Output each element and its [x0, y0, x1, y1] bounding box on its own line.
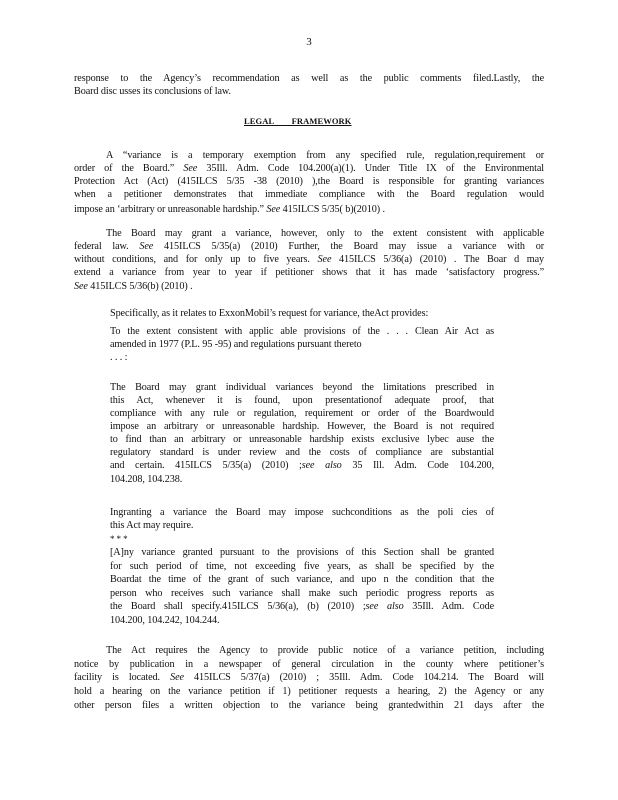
- page-number: 3: [306, 36, 312, 48]
- quote3-line-2: this Act may require.: [110, 520, 194, 531]
- quote1-line-1: To the extent consistent with applic able provisions of the . . . Clean Air Act as: [110, 326, 494, 337]
- citation-signal: See: [170, 672, 184, 683]
- para4-line-4: hold a hearing on the variance petition if 1) petitioner requests a hearing, 2) the Agency or any: [74, 686, 544, 697]
- asterisks: * * *: [110, 534, 128, 544]
- para4-line-5: other person files a written objection to the variance being grantedwithin 21 days after the: [74, 700, 544, 711]
- quote4-line-6: 104.200, 104.242, 104.244.: [110, 615, 220, 626]
- quote4-line-2: for such period of time, not exceeding five years, as shall be specified by the: [110, 561, 494, 572]
- intro-line-1: response to the Agency’s recommendation as well as the public comments filed.Lastly, the: [74, 73, 544, 84]
- quote3-line-1: Ingranting a variance the Board may impose suchconditions as the poli cies of: [110, 507, 494, 518]
- quote4-line-1: [A]ny variance granted pursuant to the provisions of this Section shall be granted: [110, 547, 494, 558]
- citation-signal: see also: [365, 601, 404, 612]
- para2-line-5: See 415ILCS 5/36(b) (2010) .: [74, 281, 193, 292]
- section-heading: LEGAL FRAMEWORK: [244, 116, 352, 126]
- para2-line-1: The Board may grant a variance, however, only to the extent consistent with applicable: [106, 228, 544, 239]
- para4-line-2: notice by publication in a newspaper of general circulation in the county where petitioner’s: [74, 659, 544, 670]
- para2-line-2: federal law. See 415ILCS 5/35(a) (2010) Further, the Board may issue a variance with or: [74, 241, 544, 252]
- citation-signal: See: [183, 163, 198, 174]
- quote2-line-7: and certain. 415ILCS 5/35(a) (2010) ;see also 35 Ill. Adm. Code 104.200,: [110, 460, 494, 471]
- para1-line-5: impose an ‘arbitrary or unreasonable hardship.” See 415ILCS 5/35( b)(2010) .: [74, 204, 385, 215]
- citation-signal: See: [266, 204, 281, 215]
- para4-line-1: The Act requires the Agency to provide public notice of a variance petition, including: [106, 645, 544, 656]
- quote2-line-6: regulatory standard is under review and the costs of compliance are substantial: [110, 447, 494, 458]
- quote1-line-3: . . . :: [110, 352, 128, 363]
- quote1-line-2: amended in 1977 (P.L. 95 -95) and regulations pursuant thereto: [110, 339, 362, 350]
- quote2-line-4: impose an arbitrary or unreasonable hardship. However, the Board is not required: [110, 421, 494, 432]
- quote4-line-4: person who receives such variance shall make such periodic progress reports as: [110, 588, 494, 599]
- quote4-line-3: Boardat the time of the grant of such variance, and upo n the condition that the: [110, 574, 494, 585]
- quote2-line-5: to find than an arbitrary or unreasonable hardship exists exclusive lybec ause the: [110, 434, 494, 445]
- para2-line-3: without conditions, and for only up to five years. See 415ILCS 5/36(a) (2010) . The Boar d may: [74, 254, 545, 265]
- para1-line-3: Protection Act (Act) (415ILCS 5/35 -38 (2010) ),the Board is responsible for granting variances: [74, 176, 544, 187]
- citation-signal: see also: [301, 460, 342, 471]
- para1-line-4: when a petitioner demonstrates that immediate compliance with the Board regulation would: [74, 189, 544, 200]
- quote2-line-1: The Board may grant individual variances beyond the limitations prescribed in: [110, 382, 494, 393]
- para2-line-4: extend a variance from year to year if petitioner shows that it has made ‘satisfactory progress.”: [74, 267, 544, 278]
- citation-signal: See: [317, 254, 332, 265]
- intro-line-2: Board disc usses its conclusions of law.: [74, 86, 231, 97]
- para3-line: Specifically, as it relates to ExxonMobil’s request for variance, theAct provides:: [110, 308, 429, 319]
- quote2-line-2: this Act, whenever it is found, upon presentationof adequate proof, that: [110, 395, 494, 406]
- quote4-line-5: the Board shall specify.415ILCS 5/36(a), (b) (2010) ;see also 35Ill. Adm. Code: [110, 601, 494, 612]
- quote2-line-8: 104.208, 104.238.: [110, 474, 183, 485]
- para4-line-3: facility is located. See 415ILCS 5/37(a) (2010) ; 35Ill. Adm. Code 104.214. The Board will: [74, 672, 544, 683]
- citation-signal: See: [139, 241, 154, 252]
- para1-line-1: A “variance is a temporary exemption from any specified rule, regulation,requirement or: [106, 150, 544, 161]
- citation-signal: See: [74, 281, 88, 292]
- para1-line-2: order of the Board.” See 35Ill. Adm. Code 104.200(a)(1). Under Title IX of the Environmental: [74, 163, 544, 174]
- quote2-line-3: compliance with any rule or regulation, requirement or order of the Boardwould: [110, 408, 494, 419]
